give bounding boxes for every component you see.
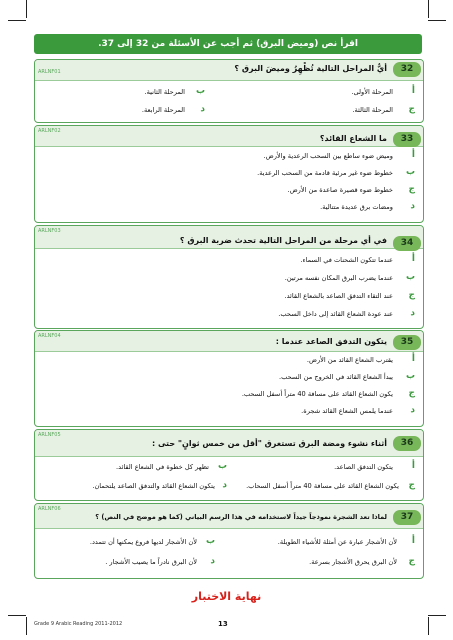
footer-course: Grade 9 Arabic Reading 2011-2012: [34, 621, 123, 627]
option-letter: ج: [408, 556, 415, 566]
option-letter: د: [410, 201, 415, 211]
question-number: 33: [393, 132, 421, 147]
option-text[interactable]: خطوط ضوء قصيرة صاعدة من الأرض.: [287, 186, 393, 194]
crop-mark-bottom-left: [8, 615, 26, 616]
question-card: [34, 429, 424, 501]
option-letter: ب: [217, 461, 227, 471]
option-letter: د: [410, 405, 415, 415]
option-text[interactable]: خطوط ضوء غير مرئية قادمة من السحب الرعدية.: [257, 169, 393, 177]
option-letter: ج: [408, 480, 415, 490]
option-letter: ج: [408, 290, 415, 300]
question-text: ما الشعاع القائد؟: [319, 134, 387, 143]
question-card: [34, 225, 424, 329]
option-letter: أ: [411, 461, 415, 471]
option-text[interactable]: لأن البرق نادراً ما يصيب الأشجار .: [105, 558, 197, 566]
option-text[interactable]: لأن الأشجار عبارة عن أمثلة للأشياء الطويلة.: [277, 538, 397, 546]
question-header: [35, 226, 423, 249]
question-code: ARLNF06: [38, 506, 61, 512]
option-letter: ب: [405, 272, 415, 282]
option-text[interactable]: لأن الأشجار لديها فروع يمكنها أن تتمدد.: [89, 538, 197, 546]
option-text[interactable]: المرحلة الرابعة.: [141, 106, 185, 114]
question-code: ARLNF02: [38, 128, 61, 134]
question-code: ARLNF03: [38, 228, 61, 234]
option-text[interactable]: عندما يضرب البرق المكان نفسه مرتين.: [284, 274, 393, 282]
question-code: ARLNF05: [38, 432, 61, 438]
crop-mark-top-left: [8, 20, 26, 21]
option-text[interactable]: ومضات برق عديدة متتالية.: [320, 203, 393, 211]
option-letter: ب: [405, 167, 415, 177]
question-text: في أي مرحلة من المراحل التالية تحدث ضربة البرق ؟: [179, 236, 387, 245]
crop-mark-bottom-right: [428, 615, 446, 616]
option-letter: د: [200, 104, 205, 114]
question-number: 36: [393, 436, 421, 451]
option-text[interactable]: المرحلة الثالثة.: [352, 106, 393, 114]
option-text[interactable]: يبدأ الشعاع القائد في الخروج من السحب.: [279, 373, 393, 381]
question-number: 37: [393, 510, 421, 525]
question-header: [35, 430, 423, 457]
question-text: لماذا تعد الشجرة نموذجاً جيداً لاستخدامه في هذا الرسم البياني (كما هو موضح في النص) ؟: [95, 513, 387, 521]
question-text: يتكون التدفق الصاعد عندما :: [275, 337, 387, 346]
option-text[interactable]: يكون الشعاع القائد على مسافة 40 متراً أسفل السحب.: [241, 390, 393, 398]
question-card: [34, 59, 424, 123]
option-letter: أ: [411, 536, 415, 546]
option-text[interactable]: لأن البرق يحرق الأشجار بسرعة.: [309, 558, 397, 566]
option-letter: د: [210, 556, 215, 566]
option-text[interactable]: المرحلة الثانية.: [144, 88, 185, 96]
question-card: [34, 330, 424, 427]
option-letter: ج: [408, 388, 415, 398]
option-text[interactable]: المرحلة الأولى.: [351, 88, 393, 96]
question-text: أثناء نشوء ومضة البرق تستغرق "أقل من خمس ثوانٍ" حتى :: [151, 439, 387, 448]
crop-mark-bottom-right-v: [428, 617, 429, 635]
option-text[interactable]: عندما تتكون الشحنات في السماء.: [300, 256, 393, 264]
option-letter: ج: [408, 104, 415, 114]
question-text: أيُّ المراحل التالية تُظْهِرُ وميضَ البرق ؟: [234, 64, 387, 73]
option-letter: ب: [195, 86, 205, 96]
option-letter: ب: [405, 371, 415, 381]
option-letter: د: [222, 480, 227, 490]
option-text[interactable]: تظهر كل خطوة في الشعاع القائد.: [116, 463, 209, 471]
question-number: 34: [393, 236, 421, 251]
option-text[interactable]: عند عودة الشعاع القائد إلى داخل السحب.: [278, 310, 393, 318]
question-number: 32: [393, 62, 421, 77]
option-text[interactable]: وميض ضوء ساطع بين السحب الرعدية والأرض.: [263, 152, 393, 160]
question-header: [35, 504, 423, 529]
option-text[interactable]: عندما يلمس الشعاع القائد شجرة.: [301, 407, 393, 415]
option-text[interactable]: عند التقاء التدفق الصاعد بالشعاع القائد.: [284, 292, 393, 300]
question-header: [35, 331, 423, 352]
option-letter: د: [410, 308, 415, 318]
crop-mark-top-right: [428, 20, 446, 21]
option-letter: ج: [408, 184, 415, 194]
question-header: [35, 126, 423, 147]
option-text[interactable]: يقترب الشعاع القائد من الأرض.: [306, 356, 393, 364]
option-letter: أ: [411, 254, 415, 264]
end-of-test-title: نهاية الاختبار: [191, 590, 262, 603]
question-card: [34, 503, 424, 579]
instruction-bar: اقرأ نص (وميض البرق) ثم أجب عن الأسئلة من 32 إلى 37.: [34, 34, 422, 54]
question-number: 35: [393, 335, 421, 350]
option-letter: أ: [411, 354, 415, 364]
crop-mark-top-left-v: [26, 0, 27, 18]
option-text[interactable]: يتكون الشعاع القائد والتدفق الصاعد يلتحمان.: [92, 482, 215, 490]
option-letter: أ: [411, 86, 415, 96]
crop-mark-top-right-v: [428, 0, 429, 18]
option-text[interactable]: يكون الشعاع القائد على مسافة 40 متراً أسفل السحاب.: [246, 482, 399, 490]
crop-mark-bottom-left-v: [26, 617, 27, 635]
option-letter: ب: [205, 536, 215, 546]
option-letter: أ: [411, 150, 415, 160]
question-code: ARLNF01: [38, 69, 61, 75]
question-header: [35, 60, 423, 81]
question-code: ARLNF04: [38, 333, 61, 339]
question-card: [34, 125, 424, 223]
option-text[interactable]: يتكون التدفق الصاعد.: [334, 463, 393, 471]
page-number: 13: [218, 620, 228, 628]
